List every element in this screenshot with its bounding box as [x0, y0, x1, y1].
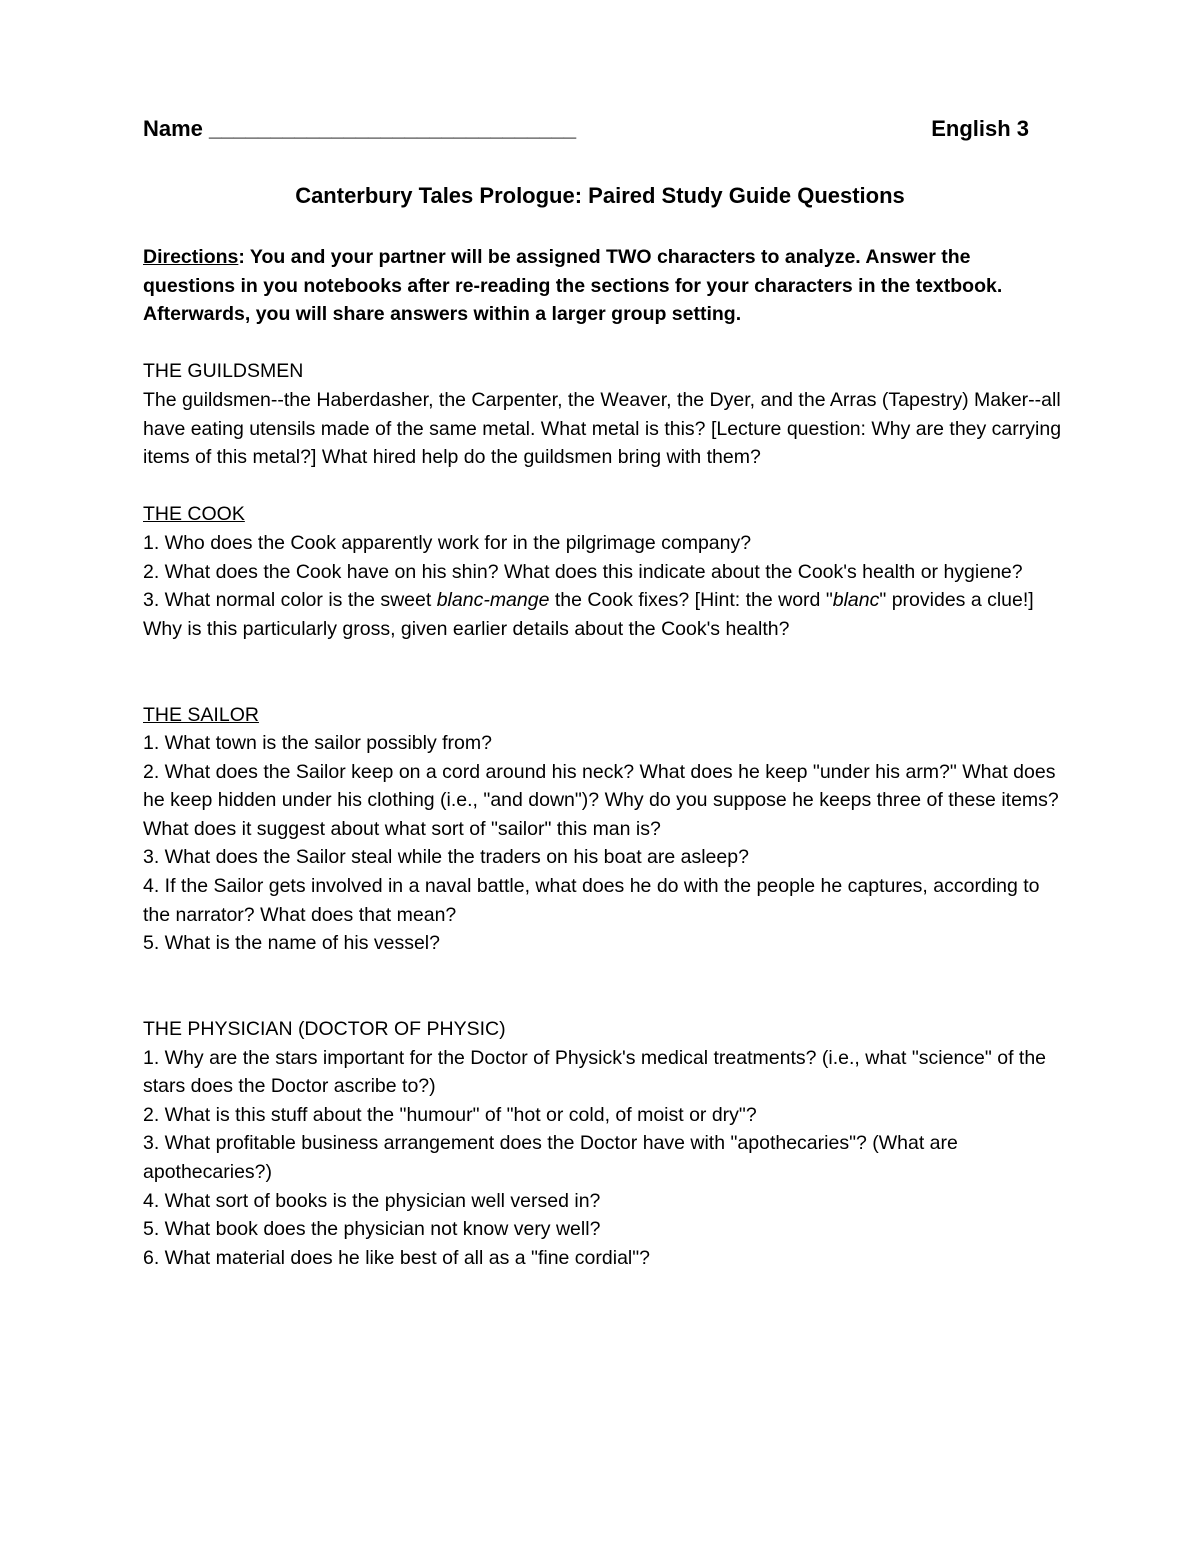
directions-label: Directions [143, 246, 239, 268]
section-heading-cook: THE COOK [143, 503, 245, 526]
sailor-question-3: 3. What does the Sailor steal while the traders on his boat are asleep? [143, 846, 749, 869]
section-heading-physician: THE PHYSICIAN (DOCTOR OF PHYSIC) [143, 1018, 506, 1041]
sailor-question-4: 4. If the Sailor gets involved in a naval battle, what does he do with the people he captures, according to the narrator? What does that mean? [143, 875, 1040, 926]
worksheet-body [143, 243, 1063, 1272]
directions-paragraph [143, 243, 1063, 329]
section-heading-sailor: THE SAILOR [143, 703, 259, 726]
section-physician [143, 1015, 1063, 1272]
page-title: Canterbury Tales Prologue: Paired Study Guide Questions [295, 183, 905, 208]
directions-text: : You and your partner will be assigned TWO characters to analyze. Answer the questions in you notebooks after re-reading the sections for your characters in the textbook. Afterwards, you will share answers within a larger group setting. [143, 246, 1003, 326]
physician-question-1: 1. Why are the stars important for the Doctor of Physick's medical treatments? (i.e., what "science" of the stars does the Doctor ascribe to?) [143, 1046, 1047, 1098]
cook-question-2: 2. What does the Cook have on his shin? What does this indicate about the Cook's health or hygiene? [143, 560, 1023, 583]
cook-question-3 [143, 586, 1063, 643]
physician-question-4: 4. What sort of books is the physician well versed in? [143, 1189, 601, 1212]
cook-question-3-part: " provides a clue!] Why is this particularly gross, given earlier details about the Cook's health? [143, 589, 1034, 640]
section-cook [143, 500, 1063, 643]
physician-question-3: 3. What profitable business arrangement does the Doctor have with "apothecaries"? (What are apothecaries?) [143, 1132, 958, 1183]
cook-question-3-part: 3. What normal color is the sweet [143, 589, 437, 612]
sailor-question-5: 5. What is the name of his vessel? [143, 932, 440, 955]
course-label: English 3 [931, 116, 1029, 141]
section-sailor [143, 701, 1063, 958]
sailor-question-1: 1. What town is the sailor possibly from? [143, 732, 492, 755]
sailor-question-2: 2. What does the Sailor keep on a cord around his neck? What does he keep "under his arm?" What does he keep hidden under his clothing (i.e., "and down")? Why do you suppose he keeps three of these items? What does it suggest about what sort of "sailor" this man is? [143, 760, 1059, 840]
name-field-label: Name ______________________________ [143, 116, 577, 141]
cook-question-1: 1. Who does the Cook apparently work for in the pilgrimage company? [143, 531, 752, 554]
section-guildsmen [143, 357, 1063, 471]
cook-question-3-italic: blanc-mange [436, 589, 550, 612]
cook-question-3-part: the Cook fixes? [Hint: the word " [549, 589, 833, 612]
header-line [143, 114, 1029, 144]
physician-question-2: 2. What is this stuff about the "humour" of "hot or cold, of moist or dry"? [143, 1103, 757, 1126]
physician-question-6: 6. What material does he like best of all as a "fine cordial"? [143, 1246, 651, 1269]
cook-question-3-italic: blanc [832, 589, 880, 612]
physician-question-5: 5. What book does the physician not know very well? [143, 1218, 601, 1241]
section-heading-guildsmen: THE GUILDSMEN [143, 360, 304, 383]
guildsmen-question: The guildsmen--the Haberdasher, the Carpenter, the Weaver, the Dyer, and the Arras (Tapestry) Maker--all have eating utensils made of the same metal. What metal is this? [Lecture question: Why are they carrying items of this metal?] What hired help do the guildsmen bring with them? [143, 388, 1062, 469]
